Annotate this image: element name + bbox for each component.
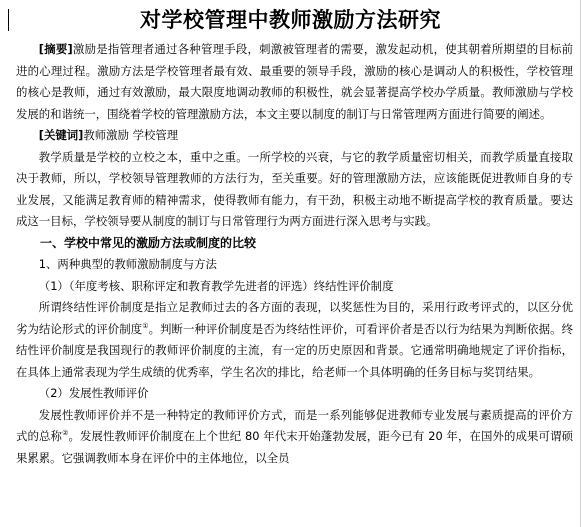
abstract-paragraph [16, 39, 573, 125]
keywords-label: [关键词] [38, 128, 84, 142]
developmental-text-a: 发展性教师评价并不是一种特定的教师评价方式，而是一系列能够促进教师专业发展与素质提高的评价方式的总称 [16, 407, 573, 443]
item-heading-developmental: （2）发展性教师评价 [38, 386, 149, 400]
footnote-ref: ② [62, 429, 69, 438]
developmental-paragraph [16, 405, 573, 470]
document-title: 对学校管理中教师激励方法研究 [140, 7, 441, 32]
summative-paragraph [16, 297, 573, 383]
developmental-text-b: 。发展性教师评价制度在上个世纪 80 年代末开始蓬勃发展，距今已有 20 年，在国外的成果可谓硕果累累。它强调教师本身在评价中的主体地位，以全员 [16, 429, 573, 465]
summative-text-b: 。判断一种评价制度是否为终结性评价，可看评价者是否以行为结果为判断依据。终结性评价制度是我国现行的教师评价制度的主流，有一定的历史原因和背景。它通常明确地规定了评价指标，在具体上通常表现为学生成绩的优秀率，学生名次的排比，给老师一个具体明确的任务目标与奖罚结果。 [16, 321, 573, 379]
subsection-heading: 1、两种典型的教师激励制度与方法 [38, 257, 217, 271]
intro-paragraph: 教学质量是学校的立校之本，重中之重。一所学校的兴衰，与它的教学质量密切相关，而教学质量直接取决于教师，所以，学校领导管理教师的方法行为，至关重要。好的管理激励方法，应该能既促进教师自身的专业发展，又能满足教育师的精神需求，使得教师有能力，有干劲，积极主动地不断提高学校的教育质量。要达成这一目标，学校领导要从制度的制订与日常管理行为两方面进行深入思考与实践。 [16, 149, 573, 228]
section-heading: 一、学校中常见的激励方法或制度的比较 [40, 235, 257, 250]
item-heading-summative: （1）（年度考核、职称评定和教育教学先进者的评选）终结性评价制度 [38, 278, 394, 293]
keywords-text: 教师激励 学校管理 [83, 128, 179, 142]
document-body [16, 39, 573, 469]
abstract-label: [摘要] [38, 42, 73, 56]
abstract-text: 激励是指管理者通过各种管理手段，刺激被管理者的需要，激发起动机，使其朝着所期望的目标前进的心理过程。激励方法是学校管理者最有效、最重要的领导手段，激励的核心是调动人的积极性，学校管理的核心是教师，通过有效激励，最大限度地调动教师的积极性，就会显著提高学校办学质量。教师激励与学校发展的和谐统一，围绕着学校的管理激励方法，本文主要以制度的制订与日常管理两方面进行简要的阐述。 [16, 42, 573, 121]
keywords-paragraph [16, 125, 573, 147]
summative-text-a: 所谓终结性评价制度是指立足教师过去的各方面的表现，以奖惩性为目的，采用行政考评式的，以区分优劣为结论形式的评价制度 [16, 300, 573, 336]
footnote-ref: ① [142, 321, 149, 330]
